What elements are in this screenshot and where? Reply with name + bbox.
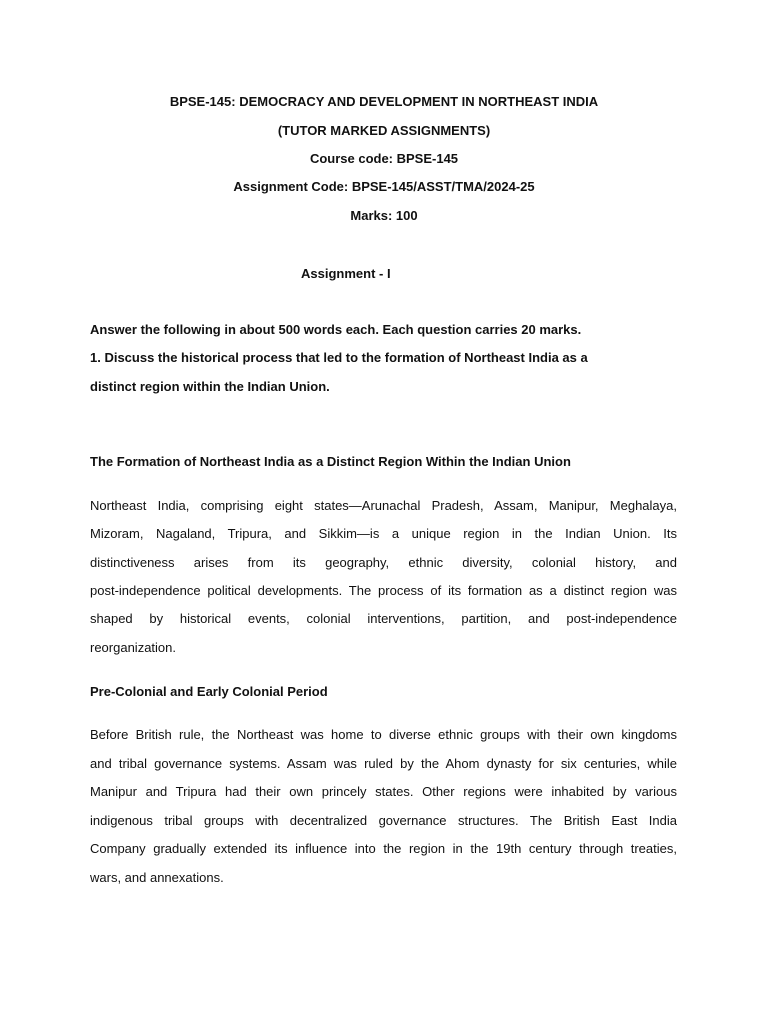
assignment-label: Assignment - I [301,266,391,281]
course-code: Course code: BPSE-145 [309,151,459,166]
paragraph-2-line-2: and tribal governance systems. Assam was ruled by the Ahom dynasty for six centuries, while [90,756,677,771]
paragraph-1-line-4: post-independence political developments. The process of its formation as a distinct region was [90,583,677,598]
subheading-pre-colonial: Pre-Colonial and Early Colonial Period [90,684,328,699]
assignment-code: Assignment Code: BPSE-145/ASST/TMA/2024-25 [233,179,535,194]
section-heading: The Formation of Northeast India as a Distinct Region Within the Indian Union [90,454,571,469]
document-subtitle: (TUTOR MARKED ASSIGNMENTS) [277,123,491,138]
paragraph-1-line-1: Northeast India, comprising eight states—Arunachal Pradesh, Assam, Manipur, Meghalaya, [90,498,677,513]
question-1-line-2: distinct region within the Indian Union. [90,379,330,394]
marks: Marks: 100 [350,208,418,223]
paragraph-2-line-1: Before British rule, the Northeast was home to diverse ethnic groups with their own kingdoms [90,727,677,742]
paragraph-2-line-5: Company gradually extended its influence into the region in the 19th century through treaties, [90,841,677,856]
paragraph-2-line-3: Manipur and Tripura had their own princely states. Other regions were inhabited by various [90,784,677,799]
paragraph-1-line-5: shaped by historical events, colonial interventions, partition, and post-independence [90,611,677,626]
question-1-line-1: 1. Discuss the historical process that led to the formation of Northeast India as a [90,350,588,365]
paragraph-2-line-6: wars, and annexations. [90,870,224,885]
paragraph-2-line-4: indigenous tribal groups with decentralized governance structures. The British East India [90,813,677,828]
paragraph-1-line-6: reorganization. [90,640,176,655]
paragraph-1-line-2: Mizoram, Nagaland, Tripura, and Sikkim—is a unique region in the Indian Union. Its [90,526,677,541]
paragraph-1-line-3: distinctiveness arises from its geography, ethnic diversity, colonial history, and [90,555,677,570]
instructions: Answer the following in about 500 words each. Each question carries 20 marks. [90,322,582,337]
document-title: BPSE-145: DEMOCRACY AND DEVELOPMENT IN NORTHEAST INDIA [169,94,599,109]
